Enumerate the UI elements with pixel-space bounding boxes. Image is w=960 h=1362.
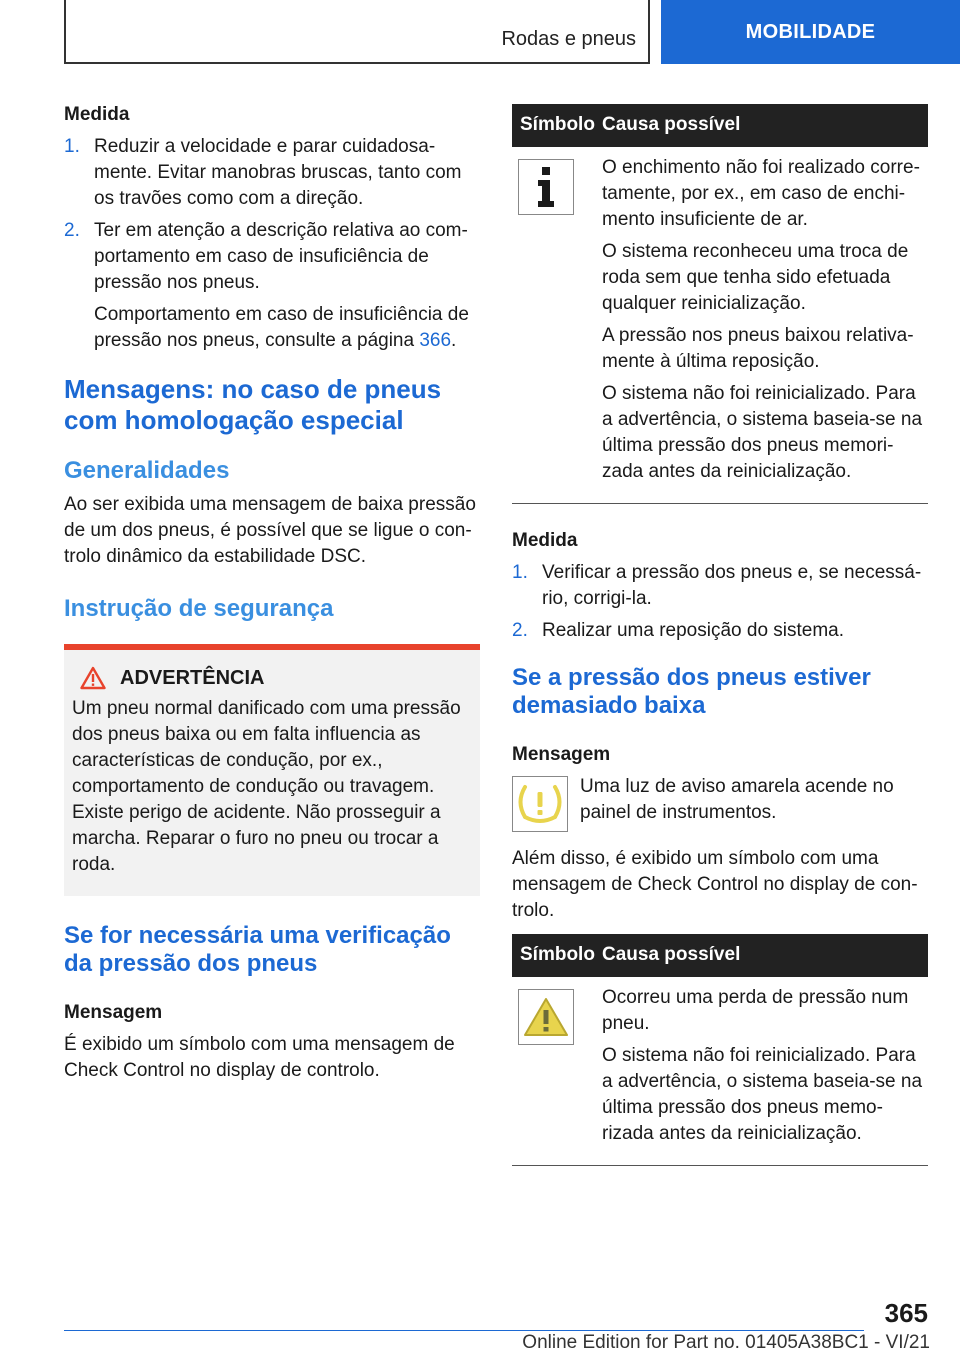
cause-text: Ocorreu uma perda de pressão num pneu. — [602, 987, 909, 1034]
list-text: Ter em atenção a descrição relativa ao comportamento em caso de insuficiência de pressão nos pneus. — [94, 220, 468, 293]
message-row — [512, 774, 928, 832]
table-header — [512, 934, 928, 977]
list-item — [64, 134, 480, 212]
symbol-cell — [512, 985, 596, 1153]
warning-triangle-icon — [522, 996, 570, 1038]
list-item — [512, 618, 928, 644]
section-heading-low-pressure: Se a pressão dos pneus estiver demasiado baixa — [512, 664, 871, 719]
table-header — [512, 104, 928, 147]
extra-paragraph: Além disso, é exibido um símbolo com uma mensagem de Check Control no display de controlo. — [512, 848, 918, 921]
footer-rule — [64, 1330, 864, 1331]
list-number: 1. — [64, 136, 80, 157]
cause-cell — [596, 155, 928, 491]
section-heading: Mensagens: no caso de pneus com homologação especial — [64, 374, 442, 435]
section-heading-check: Se for necessária uma verificação da pressão dos pneus — [64, 922, 451, 977]
medida-heading: Medida — [512, 530, 578, 551]
list-text: Realizar uma reposição do sistema. — [542, 620, 845, 641]
cause-text: A pressão nos pneus baixou relativamente à última reposição. — [602, 325, 914, 372]
header-section-title: Rodas e pneus — [501, 28, 636, 50]
message-icon-frame — [512, 776, 568, 832]
list-text: Reduzir a velocidade e parar cuidadosamente. Evitar manobras bruscas, tanto com os travões como com a direção. — [94, 136, 462, 209]
cause-text: O sistema reconheceu uma troca de roda sem que tenha sido efetuada qualquer reinicialização. — [602, 241, 909, 314]
mensagem-heading: Mensagem — [64, 1002, 163, 1023]
page-link[interactable]: 366 — [419, 330, 452, 351]
column-header-cause: Causa possível — [602, 944, 741, 965]
cause-text: O sistema não foi reinicializado. Para a advertência, o sistema baseia-se na última pressão dos pneus memorizada antes da reinicialização. — [602, 1045, 923, 1144]
mensagem-paragraph: É exibido um símbolo com uma mensagem de Check Control no display de controlo. — [64, 1034, 455, 1081]
info-icon — [535, 167, 557, 207]
general-paragraph: Ao ser exibida uma mensagem de baixa pressão de um dos pneus, é possível que se ligue o controlo dinâmico da estabilidade DSC. — [64, 494, 476, 567]
subsection-heading-general: Generalidades — [64, 457, 230, 484]
page-number: 365 — [884, 1298, 928, 1328]
table-row — [512, 147, 928, 504]
column-header-symbol: Símbolo — [520, 114, 595, 135]
warning-title: ADVERTÊNCIA — [120, 666, 265, 689]
symbol-table-2 — [512, 934, 928, 1166]
list-item — [64, 218, 480, 296]
cause-text: O sistema não foi reinicializado. Para a advertência, o sistema baseia-se na última pressão dos pneus memorizada antes da reinicialização. — [602, 383, 923, 482]
header-rule-bottom — [64, 62, 650, 64]
header-rule-left — [64, 0, 66, 64]
list-text: Verificar a pressão dos pneus e, se necessário, corrigi-la. — [542, 562, 922, 609]
cross-reference — [64, 302, 480, 354]
cross-reference-text: Comportamento em caso de insuficiência de pressão nos pneus, consulte a página — [94, 304, 469, 351]
list-number: 2. — [512, 620, 528, 641]
cause-cell — [596, 985, 928, 1153]
table-row — [512, 977, 928, 1166]
symbol-frame — [518, 989, 574, 1045]
medida-heading: Medida — [64, 104, 130, 125]
list-item — [512, 560, 928, 612]
subsection-heading-safety: Instrução de segurança — [64, 595, 334, 622]
footer-edition: Online Edition for Part no. 01405A38BC1 - VI/21 — [522, 1332, 930, 1353]
warning-triangle-icon — [80, 666, 106, 690]
column-header-cause: Causa possível — [602, 114, 741, 135]
cross-reference-end: . — [451, 330, 457, 351]
left-column — [64, 104, 480, 1084]
symbol-table-1 — [512, 104, 928, 504]
warning-text: Um pneu normal danificado com uma pressão dos pneus baixa ou em falta influencia as características de condução, por ex., comportamento de condução ou travagem. Existe perigo de acidente. Não prosseguir a marcha. Reparar o furo no pneu ou trocar a roda. — [72, 698, 461, 875]
symbol-cell — [512, 155, 596, 491]
column-header-symbol: Símbolo — [520, 944, 595, 965]
header-chapter-tab[interactable]: MOBILIDADE — [661, 0, 960, 64]
message-text: Uma luz de aviso amarela acende no painel de instrumentos. — [580, 776, 894, 823]
warning-header — [72, 666, 472, 690]
symbol-frame — [518, 159, 574, 215]
cause-text: O enchimento não foi realizado corretamente, por ex., em caso de enchimento insuficiente de ar. — [602, 157, 920, 230]
warning-box — [64, 644, 480, 896]
right-column — [512, 104, 928, 1166]
list-number: 2. — [64, 220, 80, 241]
tire-pressure-warning-icon — [517, 783, 563, 825]
mensagem-heading: Mensagem — [512, 744, 611, 765]
list-number: 1. — [512, 562, 528, 583]
header-rule-mid — [648, 0, 650, 64]
